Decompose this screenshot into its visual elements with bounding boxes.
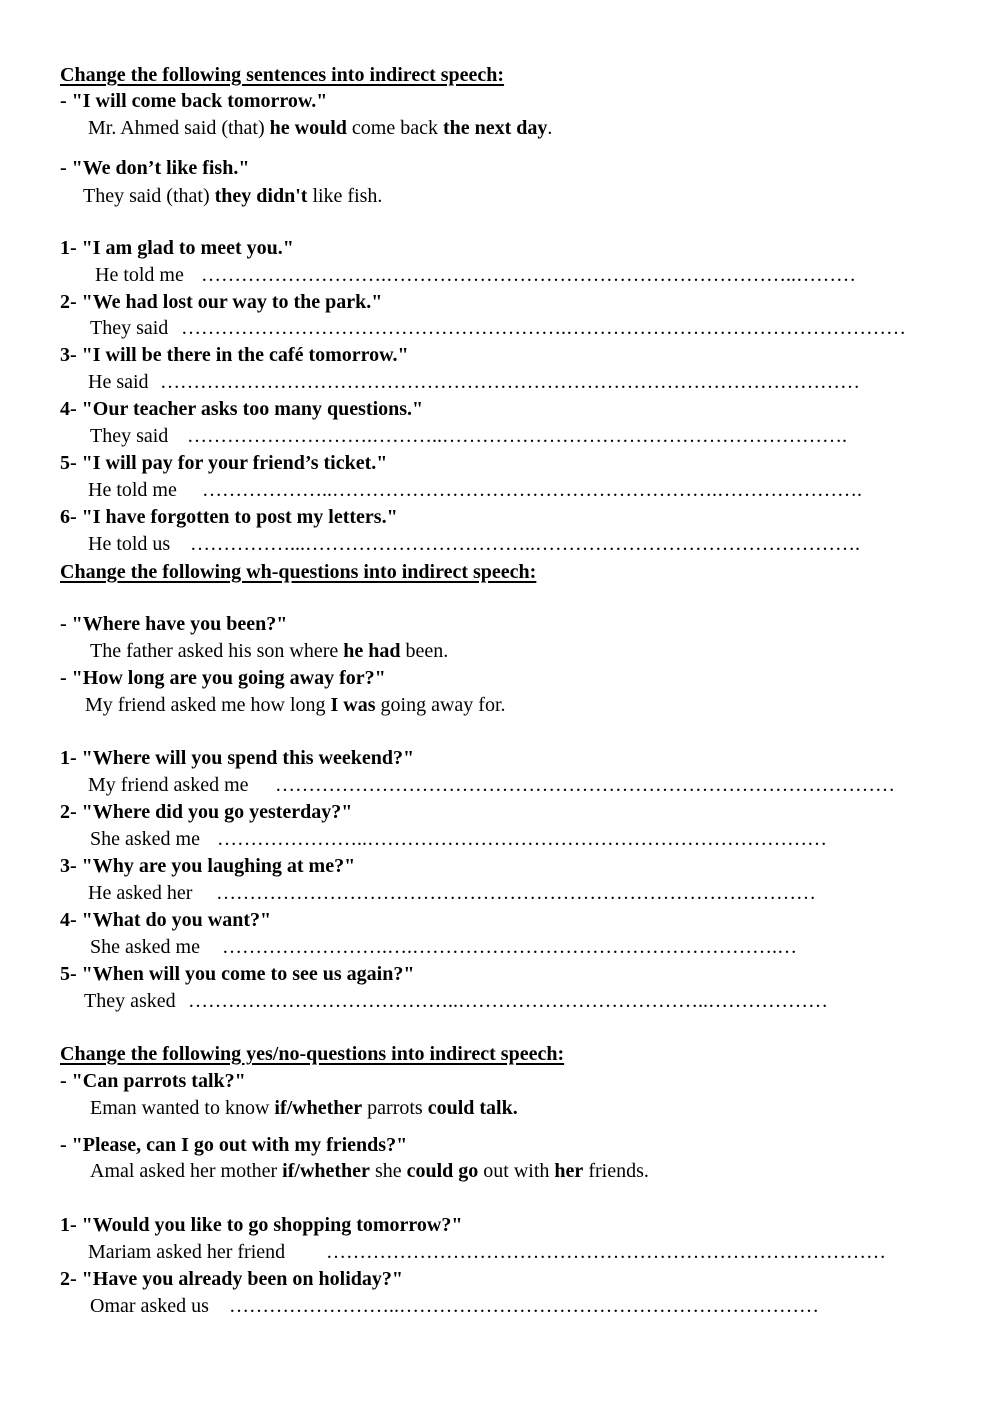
exercise-prompt: She asked me [90, 936, 200, 958]
answer-blank[interactable]: ……………………….……………………………………………………..……… [201, 264, 856, 286]
answer-segment: she [369, 1160, 407, 1182]
answer-segment: out with [478, 1160, 555, 1182]
answer-blank[interactable]: …………………….….……………………………………………….… [222, 936, 797, 958]
example-quote: - "Can parrots talk?" [60, 1070, 246, 1092]
answer-segment: Amal asked her mother [90, 1160, 283, 1182]
answer-blank[interactable]: ……………………..……………………………………………………… [229, 1295, 819, 1317]
answer-segment: going away for. [375, 694, 506, 716]
exercise-prompt: Mariam asked her friend [88, 1241, 286, 1263]
example-quote: - "We don’t like fish." [60, 157, 250, 179]
answer-blank[interactable]: ………………………………………………………………………………… [275, 774, 895, 796]
answer-bold-segment: I was [330, 694, 376, 716]
answer-bold-segment: if/whether [274, 1097, 363, 1119]
answer-segment: like fish. [307, 185, 383, 207]
answer-blank[interactable]: ………………………………………………….…………………………………………… [181, 317, 906, 339]
example-quote: - "How long are you going away for?" [60, 667, 386, 689]
exercise-prompt: He told me [95, 264, 184, 286]
answer-segment: The father asked his son where [90, 640, 344, 662]
answer-segment: My friend asked me how long [85, 694, 331, 716]
exercise-quote: 1- "I am glad to meet you." [60, 237, 294, 259]
example-answer [88, 116, 552, 140]
answer-segment: come back [346, 117, 443, 139]
answer-bold-segment: her [554, 1160, 584, 1182]
answer-blank[interactable]: ………………………………………………………………………… [326, 1241, 886, 1263]
example-answer [85, 693, 506, 717]
answer-segment: parrots [362, 1097, 428, 1119]
exercise-prompt: He asked her [88, 882, 193, 904]
answer-blank[interactable]: …………………………………………………………………………………………… [160, 371, 860, 393]
exercise-quote: 3- "Why are you laughing at me?" [60, 855, 356, 877]
answer-segment: They said (that) [83, 185, 215, 207]
answer-blank[interactable]: ……………...……………………………..…………………………………………. [190, 533, 860, 555]
exercise-prompt: My friend asked me [88, 774, 249, 796]
exercise-quote: 6- "I have forgotten to post my letters." [60, 506, 398, 528]
answer-bold-segment: he had [343, 640, 401, 662]
answer-bold-segment: they didn't [214, 185, 308, 207]
exercise-quote: 1- "Would you like to go shopping tomorrow?" [60, 1214, 463, 1236]
example-answer [90, 639, 448, 663]
answer-segment: Eman wanted to know [90, 1097, 275, 1119]
exercise-quote: 2- "Where did you go yesterday?" [60, 801, 353, 823]
example-answer [83, 184, 382, 208]
exercise-quote: 2- "We had lost our way to the park." [60, 291, 383, 313]
answer-segment: . [547, 117, 553, 139]
exercise-prompt: They said [90, 425, 169, 447]
answer-segment: friends. [583, 1160, 649, 1182]
exercise-quote: 4- "What do you want?" [60, 909, 272, 931]
exercise-prompt: She asked me [90, 828, 200, 850]
exercise-prompt: He told me [88, 479, 177, 501]
exercise-prompt: He said [88, 371, 149, 393]
example-quote: - "Please, can I go out with my friends?" [60, 1134, 408, 1156]
exercise-quote: 4- "Our teacher asks too many questions." [60, 398, 424, 420]
exercise-quote: 2- "Have you already been on holiday?" [60, 1268, 403, 1290]
answer-bold-segment: if/whether [282, 1160, 370, 1182]
example-answer [90, 1159, 649, 1183]
exercise-quote: 1- "Where will you spend this weekend?" [60, 747, 415, 769]
answer-blank[interactable]: …………………..…………………………………………………………… [217, 828, 827, 850]
answer-bold-segment: he would [269, 117, 347, 139]
answer-blank[interactable]: ………………..………………………………………………….…………………. [202, 479, 862, 501]
answer-segment: been. [400, 640, 449, 662]
section-heading: Change the following yes/no-questions into indirect speech: [60, 1043, 565, 1065]
exercise-quote: 5- "I will pay for your friend’s ticket." [60, 452, 388, 474]
exercise-quote: 5- "When will you come to see us again?" [60, 963, 415, 985]
section-heading: Change the following wh-questions into indirect speech: [60, 561, 537, 583]
exercise-prompt: Omar asked us [90, 1295, 209, 1317]
answer-blank[interactable]: ……………………….………..……………………………………………………. [187, 425, 847, 447]
exercise-prompt: They said [90, 317, 169, 339]
answer-segment: Mr. Ahmed said (that) [88, 117, 270, 139]
answer-bold-segment: the next day [442, 117, 548, 139]
exercise-prompt: They asked [84, 990, 176, 1012]
example-quote: - "I will come back tomorrow." [60, 90, 328, 112]
answer-blank[interactable]: …………………………………..………………………………..……………… [188, 990, 828, 1012]
answer-bold-segment: could talk. [427, 1097, 518, 1119]
section-heading: Change the following sentences into indirect speech: [60, 64, 505, 86]
answer-bold-segment: could go [406, 1160, 479, 1182]
exercise-prompt: He told us [88, 533, 171, 555]
example-quote: - "Where have you been?" [60, 613, 288, 635]
answer-blank[interactable]: ……………………………………………………………………………… [216, 882, 816, 904]
example-answer [90, 1096, 518, 1120]
exercise-quote: 3- "I will be there in the café tomorrow." [60, 344, 409, 366]
